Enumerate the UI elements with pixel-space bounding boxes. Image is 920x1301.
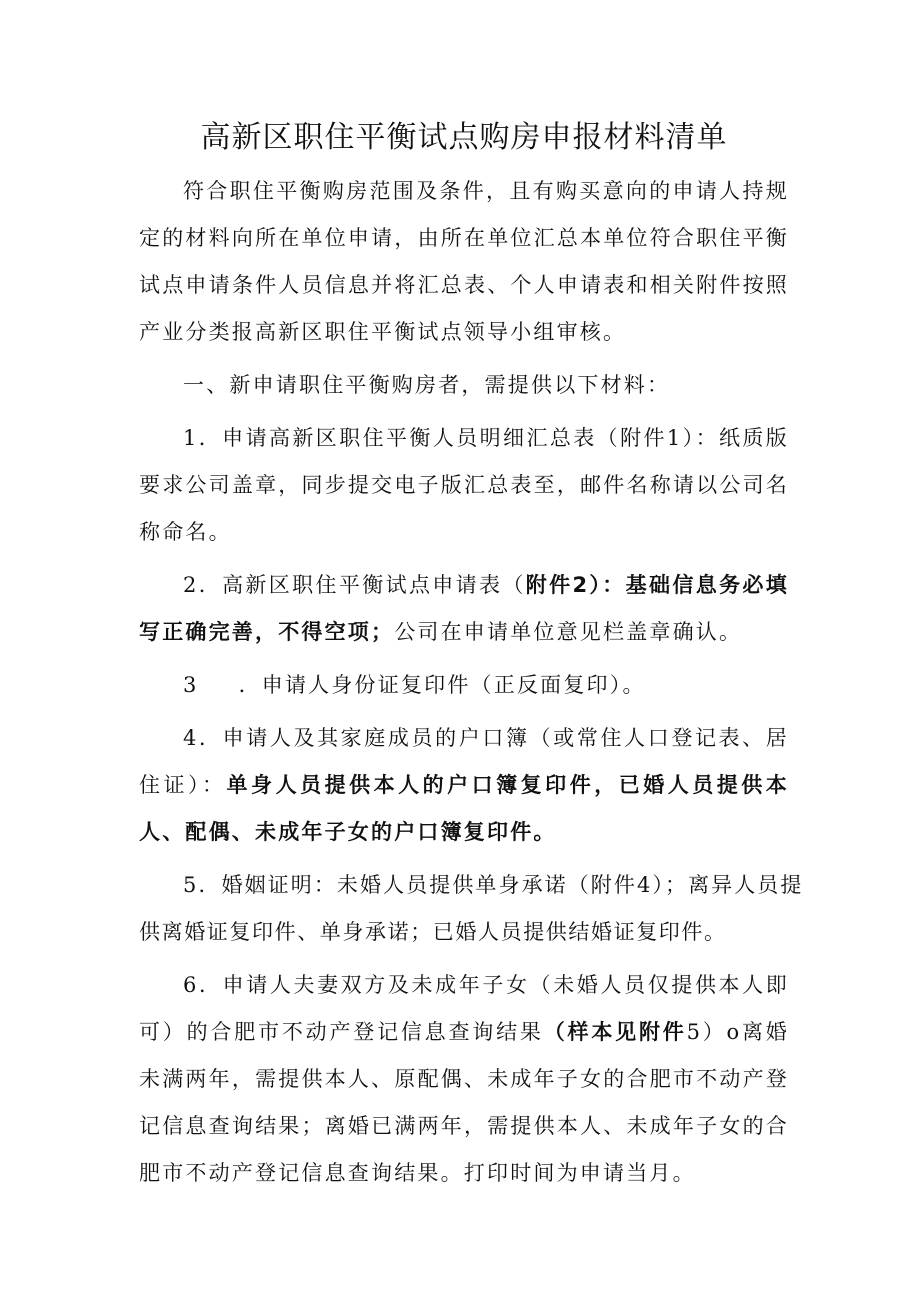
item-1: 1．申请高新区职住平衡人员明细汇总表（附件1）：纸质版要求公司盖章，同步提交电子版汇总表至，邮件名称请以公司名称命名。	[139, 426, 789, 544]
item-6-suffix: 5）o离婚未满两年，需提供本人、原配偶、未成年子女的合肥市不动产登记信息查询结果；离婚已满两年，需提供本人、未成年子女的合肥市不动产登记信息查询结果。打印时间为申请当月。	[139, 1020, 789, 1185]
document-title: 高新区职住平衡试点购房申报材料清单	[200, 120, 728, 155]
item-2-prefix: 2．高新区职住平衡试点申请表（	[183, 573, 526, 597]
section-heading: 一、新申请职住平衡购房者，需提供以下材料：	[183, 373, 671, 397]
item-2-bold: 附件2）：基础信息务必填写正确完善，不得空项；	[139, 573, 789, 644]
item-4-prefix: 4．申请人及其家庭成员的户口簿（或常住人口登记表、居住证）：	[139, 726, 789, 797]
item-2-suffix: 公司在申请单位意见栏盖章确认。	[394, 620, 743, 644]
item-6	[139, 962, 789, 1197]
item-4	[139, 715, 789, 856]
item-6-prefix: 6．申请人夫妻双方及未成年子女（未婚人员仅提供本人即可）的合肥市不动产登记信息查询结果	[139, 973, 789, 1044]
document-body	[139, 168, 803, 1197]
item-3	[139, 662, 789, 709]
item-4-bold: 单身人员提供本人的户口簿复印件，已婚人员提供本人、配偶、未成年子女的户口簿复印件。	[139, 773, 789, 844]
item-6-bold: （样本见附件	[543, 1020, 687, 1044]
item-3-text: ．申请人身份证复印件（正反面复印）。	[238, 673, 646, 697]
item-3-number: 3	[183, 673, 199, 697]
item-5: 5．婚姻证明：未婚人员提供单身承诺（附件4）；离异人员提供离婚证复印件、单身承诺；已婚人员提供结婚证复印件。	[139, 873, 803, 944]
document-page	[139, 110, 803, 1203]
item-2	[139, 562, 789, 656]
intro-paragraph: 符合职住平衡购房范围及条件，且有购买意向的申请人持规定的材料向所在单位申请，由所在单位汇总本单位符合职住平衡试点申请条件人员信息并将汇总表、个人申请表和相关附件按照产业分类报高新区职住平衡试点领导小组审核。	[139, 179, 789, 344]
